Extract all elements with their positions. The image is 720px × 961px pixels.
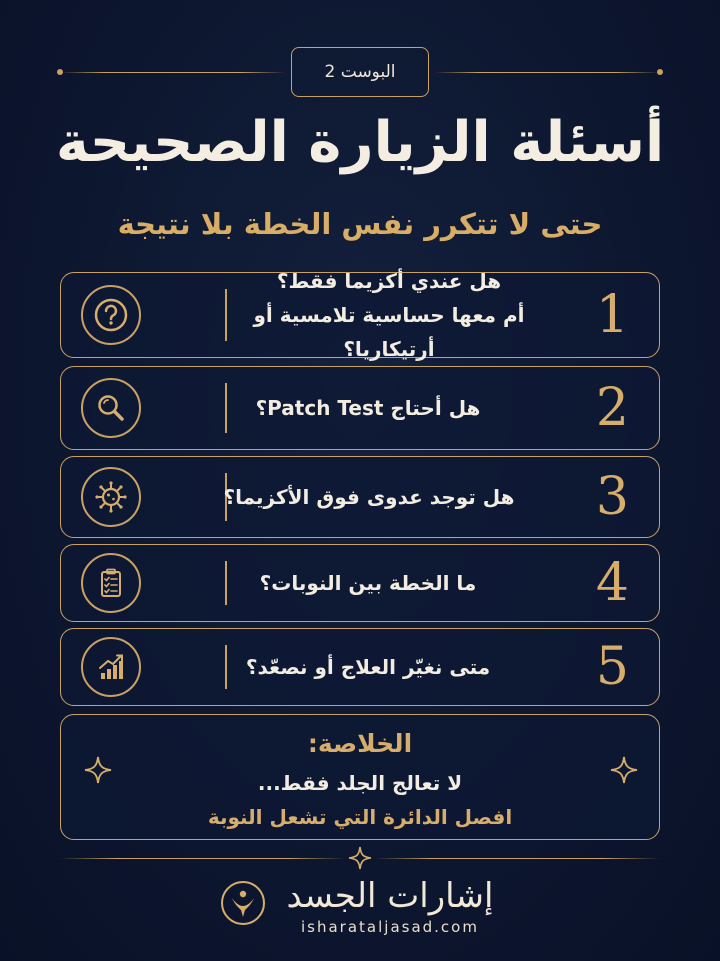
- card-separator: [225, 645, 227, 689]
- card-separator: [225, 383, 227, 433]
- page-title: أسئلة الزيارة الصحيحة: [55, 110, 665, 175]
- question-card-4: [60, 544, 660, 622]
- post-label: البوست 2: [324, 62, 396, 82]
- card-separator: [225, 561, 227, 605]
- question-text: هل توجد عدوى فوق الأكزيما؟: [223, 485, 515, 509]
- summary-line: افصل الدائرة التي تشعل النوبة: [207, 805, 513, 829]
- brand-name: إشارات الجسد: [286, 876, 494, 916]
- summary-box: [60, 714, 660, 840]
- page-subtitle: حتى لا تتكرر نفس الخطة بلا نتيجة: [117, 207, 603, 241]
- clipboard-checklist-icon: [81, 553, 141, 613]
- germ-icon: [81, 467, 141, 527]
- bottom-divider: [375, 858, 660, 859]
- question-card-1: [60, 269, 660, 361]
- brand-url: isharataljasad.com: [301, 918, 479, 936]
- question-text: هل أحتاج Patch Test؟: [255, 396, 481, 420]
- post-label-badge: [291, 47, 429, 97]
- sparkle-icon: [83, 755, 113, 785]
- question-number: 1: [595, 285, 629, 345]
- summary-title: الخلاصة:: [307, 729, 413, 758]
- sparkle-icon: [609, 755, 639, 785]
- question-text: [229, 264, 549, 366]
- question-text: متى نغيّر العلاج أو نصعّد؟: [245, 655, 491, 679]
- question-number: 3: [595, 467, 629, 527]
- magnifier-icon: [81, 378, 141, 438]
- growth-chart-icon: [81, 637, 141, 697]
- person-logo-icon: [220, 880, 266, 926]
- card-separator: [225, 289, 227, 341]
- sparkle-icon: [348, 846, 372, 870]
- divider-dot: [57, 69, 63, 75]
- question-number: 4: [595, 553, 629, 613]
- question-text: ما الخطة بين النوبات؟: [259, 571, 477, 595]
- question-number: 5: [595, 637, 629, 697]
- question-line: هل عندي أكزيما فقط؟: [276, 269, 502, 293]
- question-card-2: [60, 366, 660, 450]
- divider-dot: [657, 69, 663, 75]
- question-number: 2: [595, 378, 629, 438]
- question-card-3: [60, 456, 660, 538]
- question-line: أم معها حساسية تلامسية أو أرتيكاريا؟: [253, 303, 525, 361]
- question-card-5: [60, 628, 660, 706]
- summary-line: لا تعالج الجلد فقط...: [257, 771, 463, 795]
- top-divider: [434, 72, 660, 73]
- top-divider: [60, 72, 286, 73]
- question-mark-icon: [81, 285, 141, 345]
- bottom-divider: [60, 858, 345, 859]
